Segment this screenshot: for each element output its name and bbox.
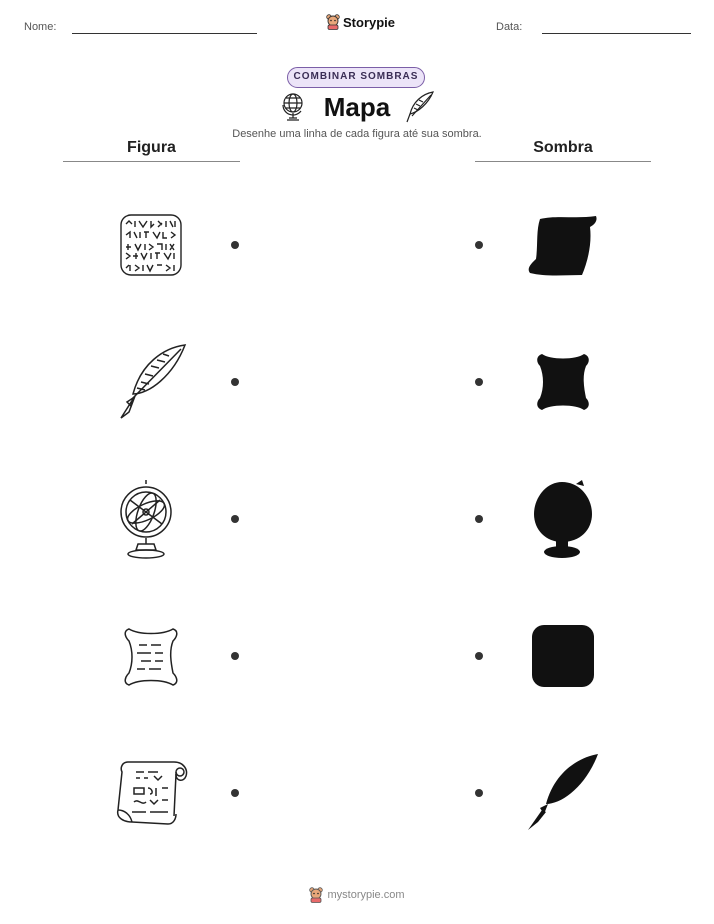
quill-pen-icon — [115, 342, 189, 422]
page-title: Mapa — [323, 92, 391, 122]
brand-logo — [326, 14, 395, 30]
shadow-dot-4[interactable] — [475, 652, 483, 660]
figure-dot-1[interactable] — [231, 241, 239, 249]
footer-url[interactable]: mystorypie.com — [327, 889, 405, 901]
shadows-column-underline — [475, 161, 651, 162]
globe-shadow-icon — [532, 480, 594, 560]
bear-mascot-icon — [309, 887, 323, 903]
figure-dot-2[interactable] — [231, 378, 239, 386]
shadow-dot-2[interactable] — [475, 378, 483, 386]
shadow-dot-3[interactable] — [475, 515, 483, 523]
figures-column-underline — [63, 161, 240, 162]
bear-mascot-icon — [326, 14, 340, 30]
armillary-globe-icon — [118, 478, 178, 560]
figures-column-title: Figura — [127, 139, 176, 156]
tablet-shadow-icon — [530, 623, 596, 689]
cuneiform-tablet-icon — [118, 212, 184, 278]
shadow-dot-1[interactable] — [475, 241, 483, 249]
hieroglyph-scroll-icon — [114, 758, 190, 828]
date-label: Data: — [496, 21, 523, 33]
parchment-shadow-icon — [536, 352, 590, 412]
parchment-map-icon — [123, 625, 179, 687]
footer — [0, 887, 714, 903]
name-label: Nome: — [24, 21, 57, 33]
shadows-column-title: Sombra — [533, 139, 593, 156]
activity-badge: COMBINAR SOMBRAS — [287, 67, 425, 88]
date-field[interactable] — [542, 33, 691, 34]
brand-name: Storypie — [343, 14, 396, 30]
quill-shadow-icon — [526, 752, 600, 832]
instructions: Desenhe uma linha de cada figura até sua sombra. — [232, 128, 482, 140]
feather-icon — [404, 90, 436, 124]
scroll-shadow-icon — [526, 213, 600, 279]
figure-dot-4[interactable] — [231, 652, 239, 660]
figure-dot-5[interactable] — [231, 789, 239, 797]
shadow-dot-5[interactable] — [475, 789, 483, 797]
name-field[interactable] — [72, 33, 257, 34]
figure-dot-3[interactable] — [231, 515, 239, 523]
